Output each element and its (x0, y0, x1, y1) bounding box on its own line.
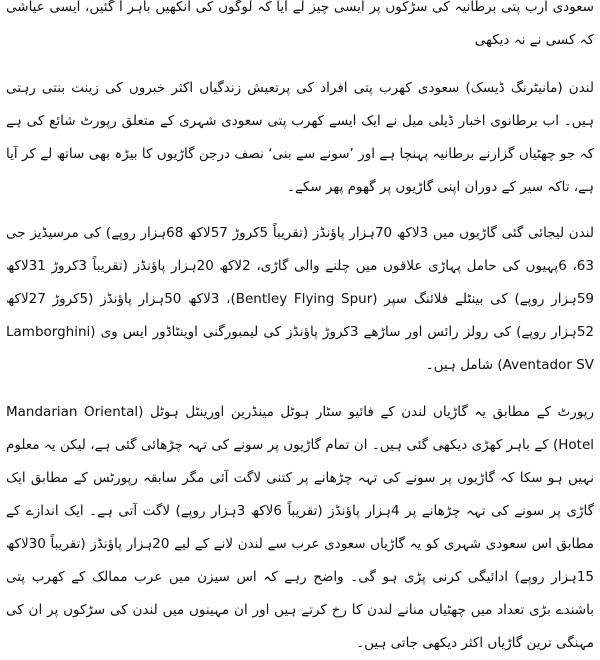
article-paragraph-report: رپورٹ کے مطابق یہ گاڑیاں لندن کے فائیو سٹار ہوٹل مینڈرین اورینٹل ہوٹل (Mandarian Oriental Hotel) کے باہر کھڑی دیکھی گئی ہیں۔ ان تمام گاڑیوں پر سونے کی تہہ چڑھائی گئی ہے، لیکن یہ معلوم نہیں ہو سکا کہ گاڑیوں پر سونے کی تہہ چڑھانے پر کتنی لاگت آئی مگر سابقہ رپورٹس کے مطابق ایک گاڑی پر سونے کی تہہ چڑھانے پر 4ہزار پاﺅنڈز (تقریباً 6لاکھ 3ہزار روپے) لاگت آتی ہے۔ ایک اندازے کے مطابق اس سعودی شہری کو یہ گاڑیاں سعودی عرب سے لندن لانے کے لیے 20ہزار پاﺅنڈز (تقریباً 30لاکھ 15ہزار روپے) ادائیگی کرنی پڑی ہو گی۔ واضح رہے کہ اس سیزن میں عرب ممالک کے کھرب پتی باشندے بڑی تعداد میں چھٹیاں منانے لندن کا رخ کرتے ہیں اور ان مہینوں میں لندن کی سڑکوں پر ان کی مہنگی ترین گاڑیاں اکثر دیکھی جاتی ہیں۔ (6, 404, 595, 651)
article-paragraph-intro: لندن (مانیٹرنگ ڈیسک) سعودی کھرب پتی افراد کی پرتعیش زندگیاں اکثر خبروں کی زینت بنتی رہتی ہیں۔ اب برطانوی اخبار ڈیلی میل نے ایک ایسے کھرب پتی سعودی شہری کے متعلق رپورٹ شائع کی ہے کہ جو چھٹیاں گزارنے برطانیہ پہنچا ہے اور ’سونے سے بنی‘ نصف درجن گاڑیوں کا بیڑہ بھی ساتھ لے کر آیا ہے، تاکہ سیر کے دوران اپنی گاڑیوں پر گھوم پھر سکے۔ (6, 80, 594, 195)
article (6, 0, 595, 651)
article-headline: سعودی ارب پتی برطانیہ کی سڑکوں پر ایسی چیز لے آیا کہ لوگوں کی آنکھیں باہر آ گئیں، ایسی عیاشی کہ کسی نے نہ دیکھی (6, 0, 594, 48)
article-paragraph-cars: لندن لیجائی گئی گاڑیوں میں 3لاکھ 70ہزار پاﺅنڈز (تقریباً 5کروڑ 57لاکھ 68ہزار روپے) کی مرسیڈیز جی 63، 6پہیوں کی حامل پہاڑی علاقوں میں چلنے والی گاڑی، 2لاکھ 20ہزار پاﺅنڈز (تقریباً 3کروڑ 31لاکھ 59ہزار روپے) کی بینٹلے فلائنگ سپر (Bentley Flying Spur)، 3لاکھ 50ہزار پاﺅنڈز (5کروڑ 27لاکھ 52ہزار روپے) کی رولز رائس اور ساڑھے 3کروڑ پاﺅنڈز کی لیمبورگنی اوینٹاڈور ایس وی (Lamborghini Aventador SV) شامل ہیں۔ (6, 225, 594, 373)
